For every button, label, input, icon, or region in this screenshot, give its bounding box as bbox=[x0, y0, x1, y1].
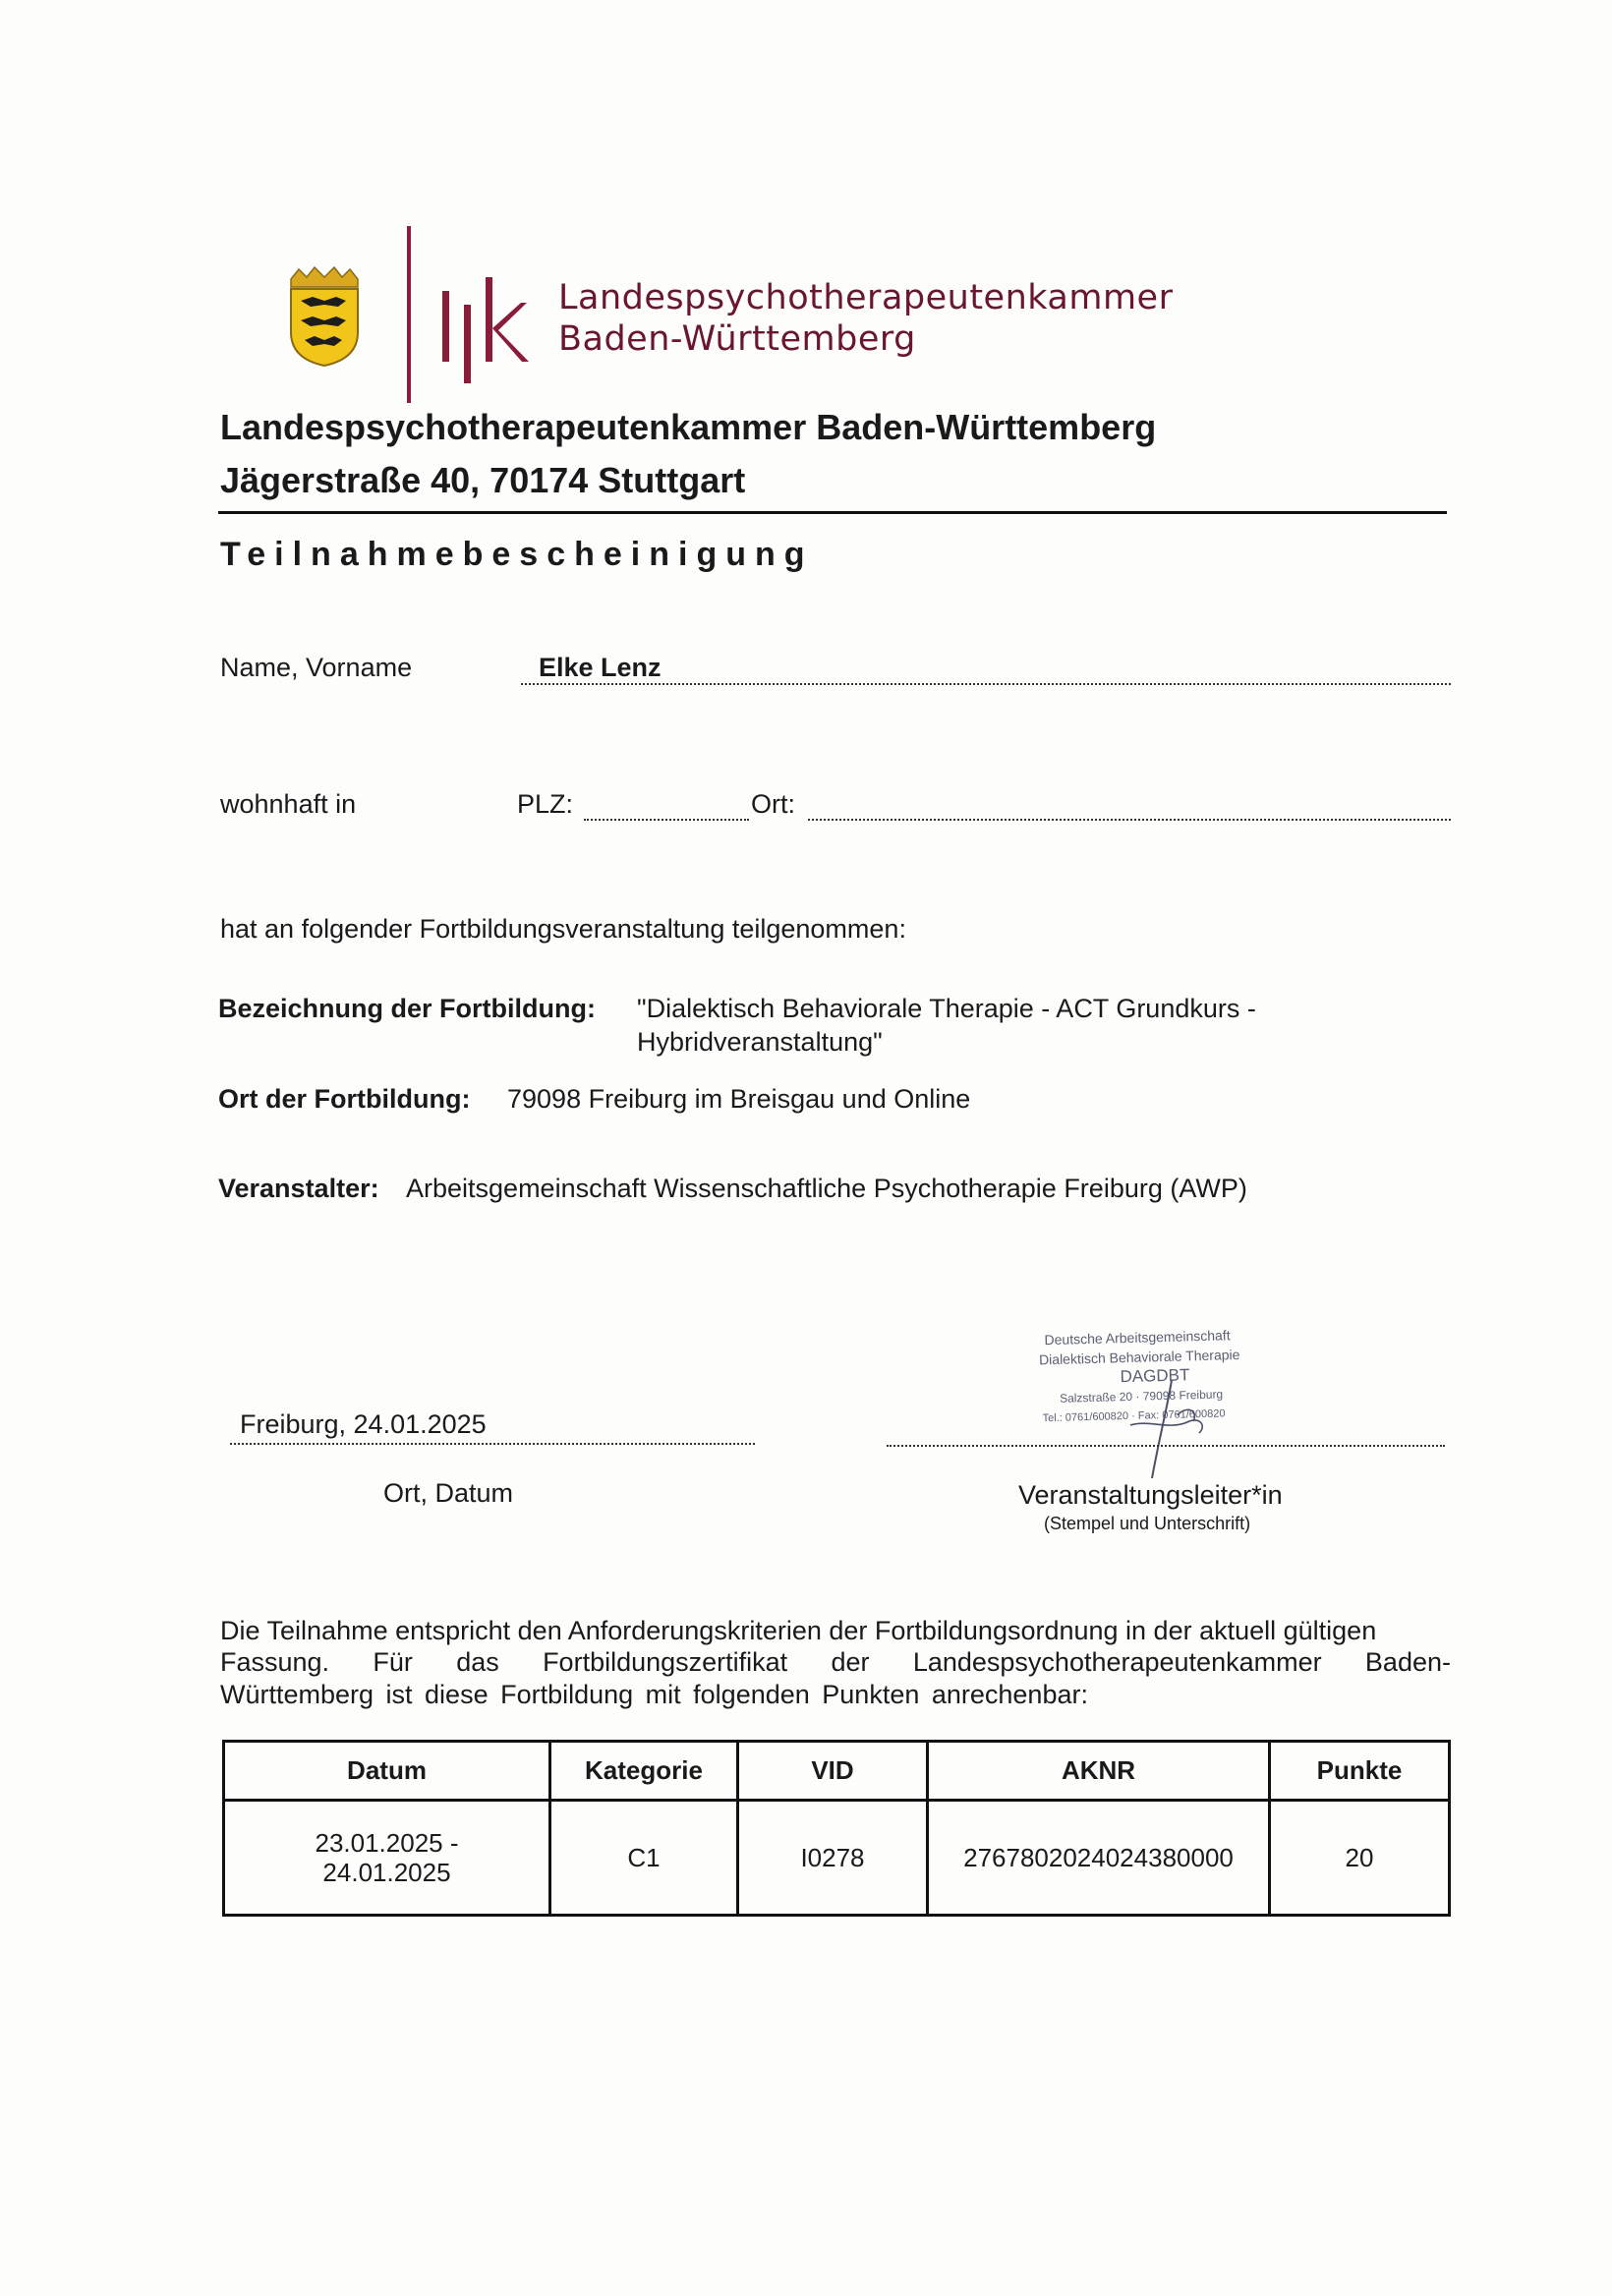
header-datum: Datum bbox=[347, 1755, 427, 1785]
logo-divider bbox=[407, 226, 411, 403]
document-title: Teilnahmebescheinigung bbox=[220, 536, 814, 573]
stamp-line5: Tel.: 0761/600820 · Fax: 0761/600820 bbox=[1042, 1407, 1226, 1425]
leader-label: Veranstaltungsleiter*in bbox=[1018, 1480, 1283, 1510]
ort-line bbox=[808, 819, 1451, 821]
cell-datum bbox=[225, 1802, 548, 1914]
notice-line1: Die Teilnahme entspricht den Anforderungskriterien der Fortbildungsordnung in der aktuell gültigen bbox=[220, 1616, 1377, 1645]
place-date-value: Freiburg, 24.01.2025 bbox=[240, 1409, 487, 1439]
name-line bbox=[521, 683, 1451, 685]
event-intro: hat an folgender Fortbildungsveranstaltung teilgenommen: bbox=[220, 914, 906, 944]
stamp-line4: Salzstraße 20 · 79098 Freiburg bbox=[1059, 1387, 1224, 1406]
cell-punkte: 20 bbox=[1345, 1842, 1374, 1872]
name-label: Name, Vorname bbox=[220, 653, 413, 682]
leader-signature-line bbox=[887, 1445, 1445, 1447]
handwritten-signature bbox=[1091, 1376, 1248, 1484]
stamp-line2: Dialektisch Behaviorale Therapie bbox=[1038, 1346, 1240, 1368]
stamp-line1: Deutsche Arbeitsgemeinschaft bbox=[1044, 1327, 1231, 1349]
ort-label: Ort: bbox=[751, 789, 795, 819]
cell-aknr: 2767802024024380000 bbox=[963, 1842, 1234, 1872]
header-rule bbox=[218, 511, 1447, 514]
lpk-logo-mark bbox=[440, 277, 541, 383]
date-from: 23.01.2025 - bbox=[315, 1828, 459, 1858]
leader-sublabel: (Stempel und Unterschrift) bbox=[1044, 1514, 1251, 1533]
organization-name: Landespsychotherapeutenkammer Baden-Württemberg bbox=[220, 407, 1157, 447]
event-title-label: Bezeichnung der Fortbildung: bbox=[218, 994, 596, 1023]
place-date-label: Ort, Datum bbox=[383, 1478, 514, 1508]
plz-label: PLZ: bbox=[517, 789, 574, 819]
notice-line3: Württemberg ist diese Fortbildung mit folgenden Punkten anrechenbar: bbox=[220, 1680, 1088, 1709]
place-date-line bbox=[230, 1443, 755, 1445]
event-title-line2: Hybridveranstaltung" bbox=[637, 1027, 883, 1057]
stamp-line3: DAGDBT bbox=[1120, 1365, 1190, 1387]
name-value: Elke Lenz bbox=[539, 653, 662, 682]
organizer-label: Veranstalter: bbox=[218, 1174, 379, 1203]
cell-vid: I0278 bbox=[800, 1842, 865, 1872]
plz-line bbox=[584, 819, 749, 821]
header-vid: VID bbox=[811, 1755, 854, 1785]
cell-kategorie: C1 bbox=[627, 1842, 661, 1872]
organizer-value: Arbeitsgemeinschaft Wissenschaftliche Psychotherapie Freiburg (AWP) bbox=[406, 1174, 1247, 1203]
event-title-line1: "Dialektisch Behaviorale Therapie - ACT Grundkurs - bbox=[637, 994, 1256, 1023]
logo-text-line2: Baden-Württemberg bbox=[558, 319, 916, 359]
header-kategorie: Kategorie bbox=[585, 1755, 703, 1785]
resident-label: wohnhaft in bbox=[220, 789, 357, 819]
coat-of-arms-icon bbox=[285, 265, 364, 369]
notice-line2: Fassung. Für das Fortbildungszertifikat der Landespsychotherapeutenkammer Baden- bbox=[220, 1647, 1451, 1677]
event-location-value: 79098 Freiburg im Breisgau und Online bbox=[507, 1084, 971, 1114]
points-table bbox=[222, 1740, 1451, 1917]
event-location-label: Ort der Fortbildung: bbox=[218, 1084, 471, 1114]
logo-text-line1: Landespsychotherapeutenkammer bbox=[558, 278, 1174, 317]
header-aknr: AKNR bbox=[1061, 1755, 1136, 1785]
organization-address: Jägerstraße 40, 70174 Stuttgart bbox=[220, 460, 746, 500]
date-to: 24.01.2025 bbox=[322, 1858, 451, 1887]
header-punkte: Punkte bbox=[1316, 1755, 1403, 1785]
